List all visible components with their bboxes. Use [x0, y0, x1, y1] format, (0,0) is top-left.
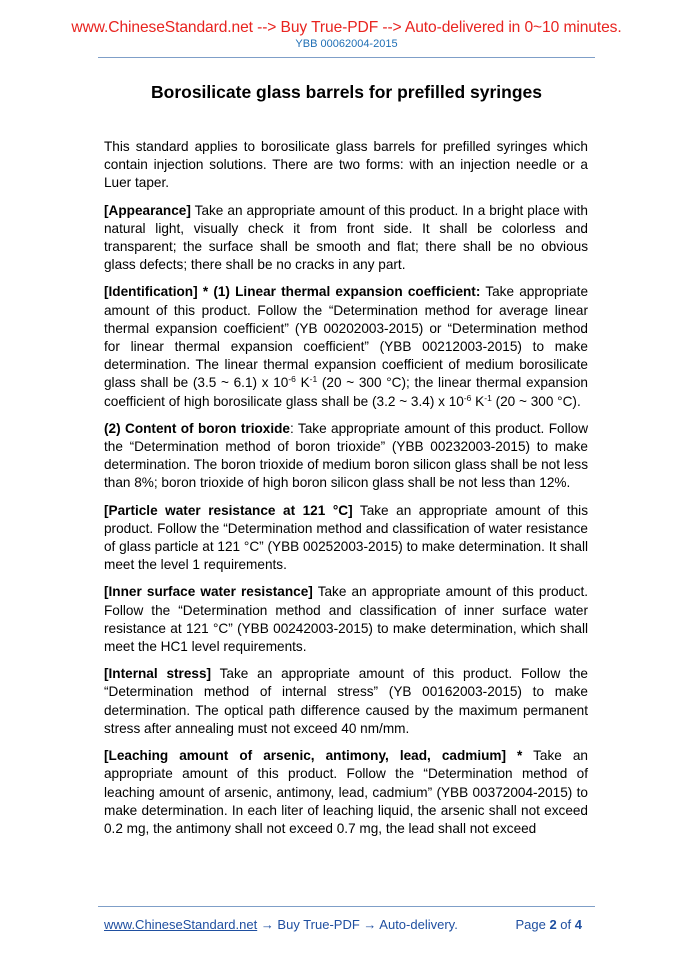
- appearance-body: Take an appropriate amount of this product. In a bright place with natural light, visually check it from front side. It shall be colorless and transparent; the surface shall be smooth and flat; there shall be no obvious glass defects; there shall be no cracks in any part.: [104, 202, 588, 273]
- identification-heading: [Identification] * (1) Linear thermal expansion coefficient:: [104, 284, 481, 300]
- page-of: of: [556, 917, 575, 932]
- page-indicator: [515, 917, 582, 932]
- identification-body: Take appropriate amount of this product. Follow the “Determination method for average linear thermal expansion coefficient” (YB 00202003-2015) or “Determination method for linear thermal expansion coefficient” (YBB 00212003-2015) to make determination. The linear thermal expansion coefficient of medium borosilicate glass shall be (3.5 ~ 6.1) x 10: [104, 284, 589, 391]
- inner-surface-paragraph: [104, 583, 588, 656]
- footer-site-link[interactable]: www.ChineseStandard.net: [104, 917, 258, 932]
- unit: K: [471, 393, 485, 409]
- top-banner[interactable]: www.ChineseStandard.net --> Buy True-PDF --> Auto-delivered in 0~10 minutes.: [71, 19, 622, 36]
- exponent: -1: [309, 374, 318, 385]
- appearance-paragraph: [104, 202, 588, 275]
- identification-paragraph: [104, 283, 588, 410]
- footer-rule: [98, 906, 595, 907]
- header-rule: [98, 57, 595, 58]
- exponent: -6: [288, 374, 296, 385]
- identification-body: (20 ~ 300 °C).: [491, 393, 581, 409]
- current-page: 2: [549, 917, 557, 932]
- doc-id: YBB 00062004-2015: [295, 38, 398, 50]
- internal-stress-heading: [Internal stress]: [104, 666, 212, 682]
- internal-stress-paragraph: [104, 665, 588, 738]
- particle-paragraph: [104, 502, 588, 575]
- unit: K: [295, 375, 310, 391]
- appearance-heading: [Appearance]: [104, 202, 191, 218]
- leaching-paragraph: [104, 747, 588, 838]
- identification-body: (20 ~ 300 °C); the linear thermal expansion coefficient of high borosilicate glass shall be (3.2 ~ 3.4) x 10: [104, 375, 588, 409]
- exponent: -6: [463, 392, 472, 403]
- boron-body: : Take appropriate amount of this product. Follow the “Determination method of boron trioxide” (YBB 00232003-2015) to make determination. The boron trioxide of medium boron silicon glass shall be not less than 8%; boron trioxide of high boron silicon glass shall be not less than 12%.: [104, 420, 589, 491]
- leaching-heading: [Leaching amount of arsenic, antimony, lead, cadmium] *: [104, 748, 523, 764]
- inner-surface-body: Take an appropriate amount of this product. Follow the “Determination method and classification of inner surface water resistance at 121 °C” (YBB 00242003-2015) to make determination, which shall meet the HC1 level requirements.: [104, 584, 589, 655]
- page-label: Page: [515, 917, 550, 932]
- particle-heading: [Particle water resistance at 121 °C]: [104, 502, 353, 518]
- particle-body: Take an appropriate amount of this product. Follow the “Determination method and classification of water resistance of glass particle at 121 °C” (YBB 00252003-2015) to make determination. It shall meet the level 1 requirements.: [104, 502, 588, 573]
- leaching-body: Take an appropriate amount of this product. Follow the “Determination method of leaching amount of arsenic, antimony, lead, cadmium” (YBB 00372004-2015) to make determination. In each liter of leaching liquid, the arsenic shall not exceed 0.2 mg, the antimony shall not exceed 0.7 mg, the lead shall not exceed: [104, 748, 588, 836]
- intro-paragraph: This standard applies to borosilicate glass barrels for prefilled syringes which contain injection solutions. There are two forms: with an injection needle or a Luer taper.: [104, 139, 588, 191]
- boron-paragraph: [104, 420, 588, 493]
- total-pages: 4: [574, 917, 582, 932]
- document-body: [104, 138, 588, 847]
- inner-surface-heading: [Inner surface water resistance]: [104, 584, 313, 600]
- footer-tagline: → Buy True-PDF → Auto-delivery.: [257, 917, 458, 932]
- exponent: -1: [484, 392, 492, 403]
- footer: [104, 917, 588, 932]
- boron-heading: (2) Content of boron trioxide: [104, 420, 290, 436]
- page-title: Borosilicate glass barrels for prefilled syringes: [151, 82, 542, 102]
- internal-stress-body: Take an appropriate amount of this product. Follow the “Determination method of internal stress” (YB 00162003-2015) to make determination. The optical path difference caused by the maximum permanent stress after annealing must not exceed 40 nm/mm.: [104, 666, 588, 736]
